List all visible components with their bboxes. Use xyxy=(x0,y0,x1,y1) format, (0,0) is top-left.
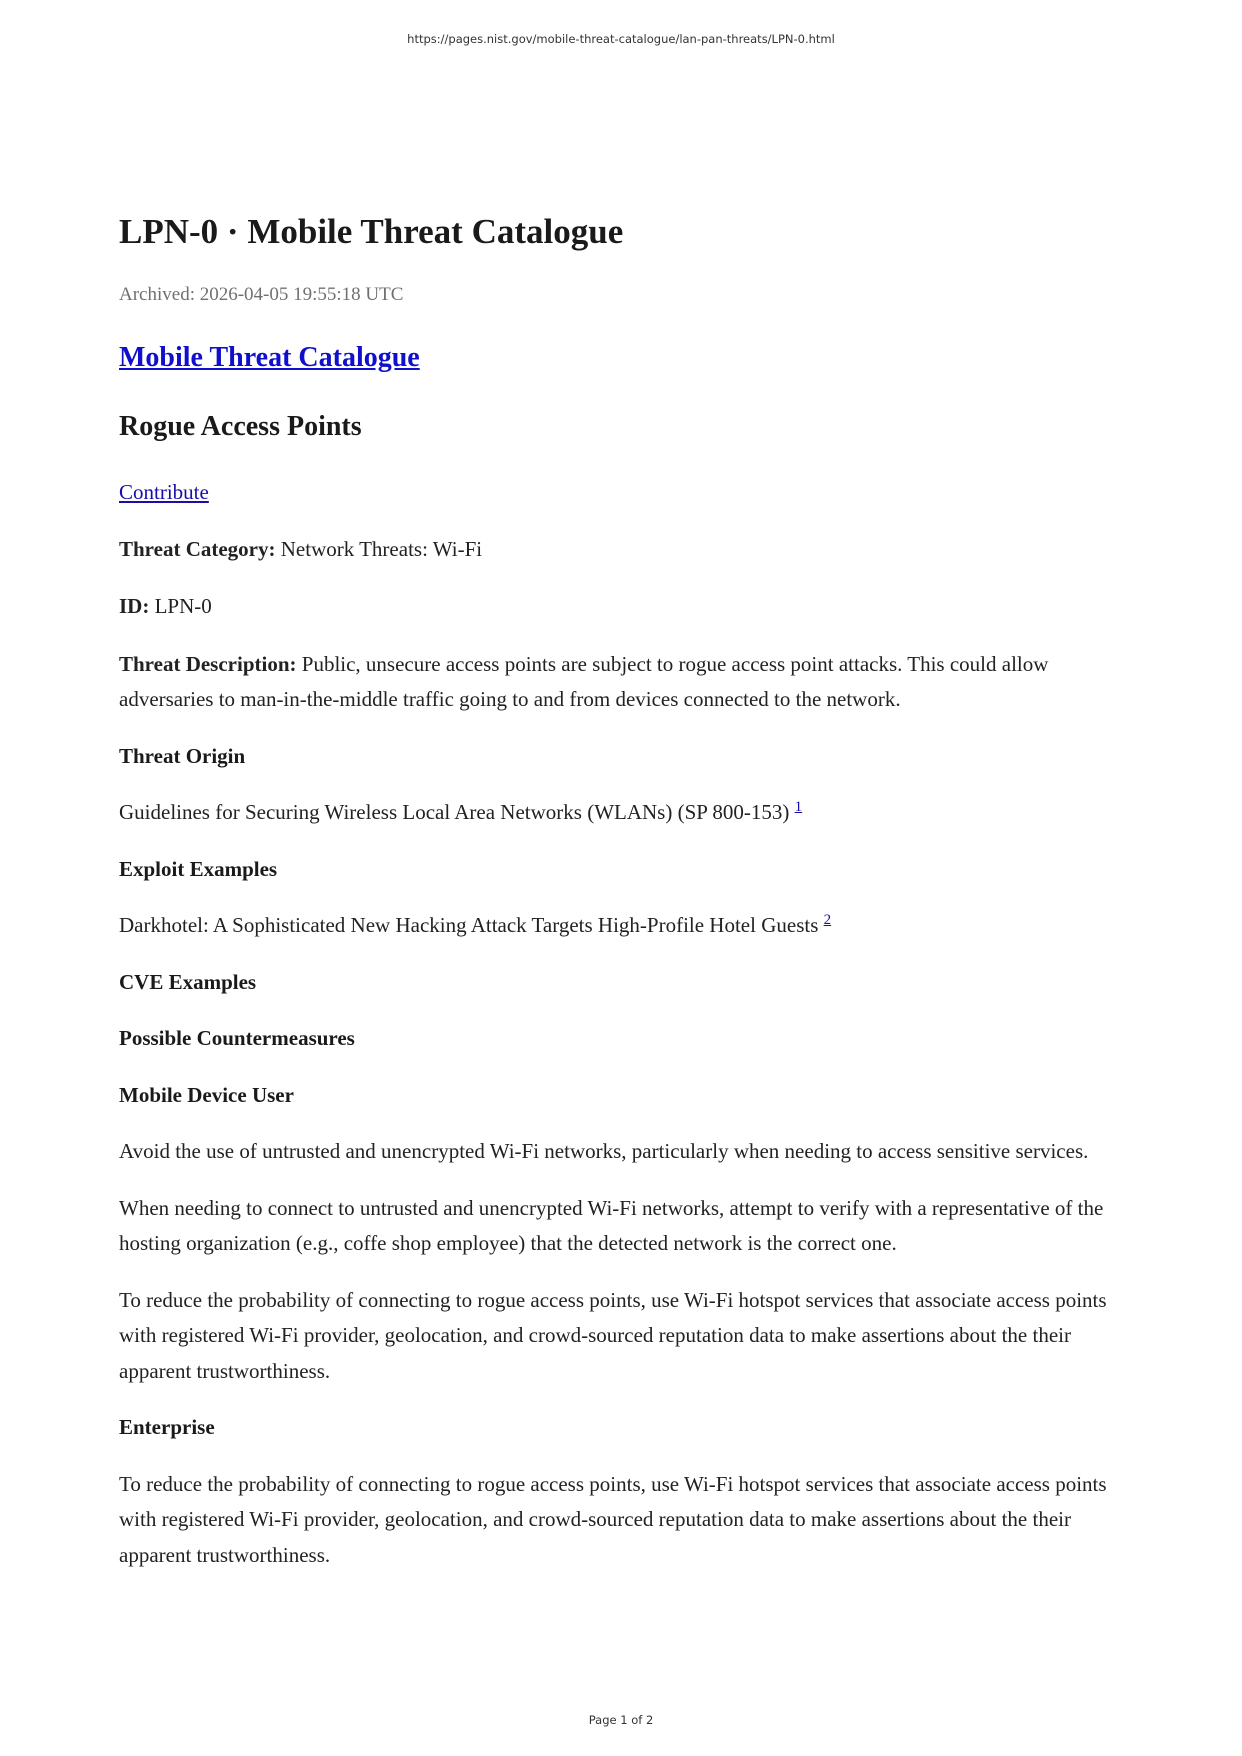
threat-origin-text: Guidelines for Securing Wireless Local Area Networks (WLANs) (SP 800-153) xyxy=(119,800,790,824)
print-header-url: https://pages.nist.gov/mobile-threat-catalogue/lan-pan-threats/LPN-0.html xyxy=(407,32,835,46)
site-home-link[interactable]: Mobile Threat Catalogue xyxy=(119,342,420,373)
print-page-number: Page 1 of 2 xyxy=(588,1713,654,1727)
mobile-user-countermeasure: Avoid the use of untrusted and unencrypted Wi-Fi networks, particularly when needing to access sensitive services. xyxy=(119,1139,1089,1163)
page-content xyxy=(119,210,1129,1573)
threat-description-row xyxy=(119,647,1129,718)
footnote-link-2[interactable]: 2 xyxy=(823,912,832,928)
exploit-examples-heading: Exploit Examples xyxy=(119,856,278,881)
threat-category-label: Threat Category: xyxy=(119,536,276,561)
archived-timestamp: Archived: 2026-04-05 19:55:18 UTC xyxy=(119,284,404,305)
cve-examples-heading: CVE Examples xyxy=(119,969,257,994)
threat-category-row xyxy=(119,532,1129,568)
threat-category-value: Network Threats: Wi-Fi xyxy=(280,536,483,561)
threat-title: Rogue Access Points xyxy=(119,411,362,442)
threat-origin-heading: Threat Origin xyxy=(119,743,246,768)
countermeasures-heading: Possible Countermeasures xyxy=(119,1026,355,1050)
threat-origin-footnote xyxy=(795,799,803,815)
site-heading xyxy=(119,340,1129,376)
threat-description-label: Threat Description: xyxy=(119,651,297,676)
threat-id-label: ID: xyxy=(119,594,150,618)
threat-origin-text-row xyxy=(119,795,1129,831)
footnote-link-1[interactable]: 1 xyxy=(794,799,803,815)
exploit-examples-footnote xyxy=(824,912,832,928)
mobile-device-user-heading: Mobile Device User xyxy=(119,1082,294,1107)
threat-description-value: Public, unsecure access points are subject to rogue access point attacks. This could allow adversaries to man-in-the-middle traffic going to and from devices connected to the network. xyxy=(119,651,1049,711)
enterprise-heading: Enterprise xyxy=(119,1415,215,1439)
contribute-paragraph xyxy=(119,475,1129,511)
contribute-link[interactable]: Contribute xyxy=(119,480,209,504)
threat-id-row xyxy=(119,589,1129,625)
mobile-user-countermeasure: To reduce the probability of connecting to rogue access points, use Wi-Fi hotspot services that associate access points with registered Wi-Fi provider, geolocation, and crowd-sourced reputation data to make assertions about the their apparent trustworthiness. xyxy=(119,1287,1107,1383)
mobile-user-countermeasure: When needing to connect to untrusted and unencrypted Wi-Fi networks, attempt to verify with a representative of the hosting organization (e.g., coffe shop employee) that the detected network is the correct one. xyxy=(119,1195,1104,1255)
exploit-examples-text-row xyxy=(119,908,1129,944)
enterprise-countermeasure: To reduce the probability of connecting to rogue access points, use Wi-Fi hotspot services that associate access points with registered Wi-Fi provider, geolocation, and crowd-sourced reputation data to make assertions about the their apparent trustworthiness. xyxy=(119,1471,1107,1567)
exploit-examples-text: Darkhotel: A Sophisticated New Hacking Attack Targets High-Profile Hotel Guests xyxy=(119,913,819,937)
threat-id-value: LPN-0 xyxy=(154,594,212,618)
page-title: LPN-0 · Mobile Threat Catalogue xyxy=(119,212,624,251)
